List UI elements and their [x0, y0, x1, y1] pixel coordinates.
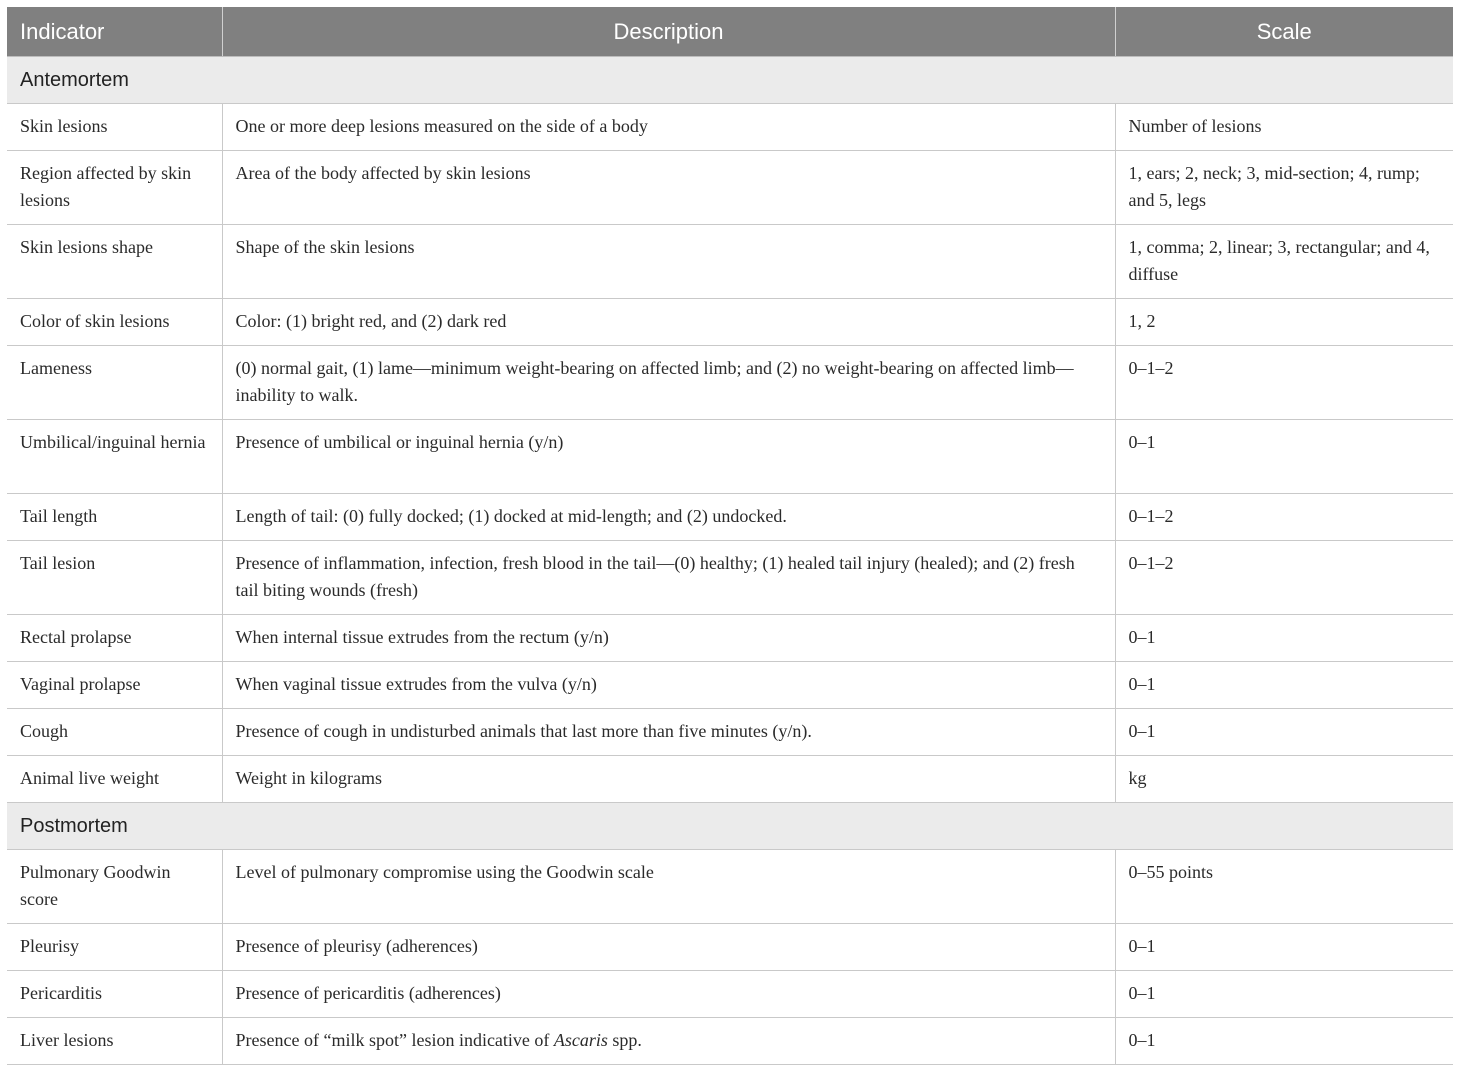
header-description: Description: [222, 7, 1115, 57]
cell-description: Presence of pericarditis (adherences): [222, 971, 1115, 1018]
cell-scale: 0–1: [1115, 420, 1453, 494]
table-row: [7, 494, 1453, 541]
table-row: [7, 615, 1453, 662]
table-row: [7, 850, 1453, 924]
cell-scale: 0–1: [1115, 1018, 1453, 1065]
cell-scale: 0–1: [1115, 924, 1453, 971]
cell-description: Area of the body affected by skin lesions: [222, 151, 1115, 225]
cell-indicator: Pleurisy: [7, 924, 222, 971]
description-text-pre: Presence of “milk spot” lesion indicative of: [235, 1030, 554, 1050]
cell-description: Weight in kilograms: [222, 756, 1115, 803]
section-row-antemortem: [7, 57, 1453, 104]
table-row: [7, 756, 1453, 803]
header-indicator: Indicator: [7, 7, 222, 57]
cell-description: Level of pulmonary compromise using the Goodwin scale: [222, 850, 1115, 924]
cell-description: Length of tail: (0) fully docked; (1) docked at mid-length; and (2) undocked.: [222, 494, 1115, 541]
cell-description: Color: (1) bright red, and (2) dark red: [222, 299, 1115, 346]
cell-scale: kg: [1115, 756, 1453, 803]
section-title: Postmortem: [7, 803, 1453, 850]
cell-indicator: Vaginal prolapse: [7, 662, 222, 709]
table-row: [7, 541, 1453, 615]
indicator-table: [7, 7, 1453, 1065]
cell-indicator: Cough: [7, 709, 222, 756]
indicator-table-container: [7, 7, 1453, 1065]
cell-scale: 0–1–2: [1115, 541, 1453, 615]
table-row: [7, 346, 1453, 420]
cell-description: Presence of inflammation, infection, fresh blood in the tail—(0) healthy; (1) healed tail injury (healed); and (2) fresh tail biting wounds (fresh): [222, 541, 1115, 615]
section-title: Antemortem: [7, 57, 1453, 104]
cell-description: Presence of pleurisy (adherences): [222, 924, 1115, 971]
cell-description: When internal tissue extrudes from the rectum (y/n): [222, 615, 1115, 662]
cell-description: One or more deep lesions measured on the side of a body: [222, 104, 1115, 151]
header-scale: Scale: [1115, 7, 1453, 57]
cell-indicator: Color of skin lesions: [7, 299, 222, 346]
table-row: [7, 1018, 1453, 1065]
cell-indicator: Skin lesions shape: [7, 225, 222, 299]
cell-indicator: Region affected by skin lesions: [7, 151, 222, 225]
cell-description: Presence of cough in undisturbed animals that last more than five minutes (y/n).: [222, 709, 1115, 756]
cell-scale: 1, 2: [1115, 299, 1453, 346]
cell-scale: 0–1: [1115, 971, 1453, 1018]
cell-indicator: Tail length: [7, 494, 222, 541]
cell-description: [222, 1018, 1115, 1065]
cell-scale: 0–55 points: [1115, 850, 1453, 924]
cell-description: Shape of the skin lesions: [222, 225, 1115, 299]
cell-indicator: Tail lesion: [7, 541, 222, 615]
cell-indicator: Umbilical/inguinal hernia: [7, 420, 222, 494]
table-row: [7, 225, 1453, 299]
cell-scale: 1, ears; 2, neck; 3, mid-section; 4, rump; and 5, legs: [1115, 151, 1453, 225]
cell-description: (0) normal gait, (1) lame—minimum weight-bearing on affected limb; and (2) no weight-bearing on affected limb—inability to walk.: [222, 346, 1115, 420]
table-row: [7, 104, 1453, 151]
table-row: [7, 971, 1453, 1018]
table-row: [7, 709, 1453, 756]
table-row: [7, 420, 1453, 494]
header-row: [7, 7, 1453, 57]
table-row: [7, 662, 1453, 709]
cell-indicator: Rectal prolapse: [7, 615, 222, 662]
cell-indicator: Skin lesions: [7, 104, 222, 151]
cell-indicator: Animal live weight: [7, 756, 222, 803]
cell-scale: 0–1: [1115, 662, 1453, 709]
cell-scale: 1, comma; 2, linear; 3, rectangular; and 4, diffuse: [1115, 225, 1453, 299]
table-row: [7, 299, 1453, 346]
cell-scale: Number of lesions: [1115, 104, 1453, 151]
cell-description: When vaginal tissue extrudes from the vulva (y/n): [222, 662, 1115, 709]
description-text-post: spp.: [607, 1030, 642, 1050]
cell-scale: 0–1–2: [1115, 494, 1453, 541]
cell-description: Presence of umbilical or inguinal hernia (y/n): [222, 420, 1115, 494]
cell-scale: 0–1: [1115, 615, 1453, 662]
table-row: [7, 151, 1453, 225]
cell-scale: 0–1: [1115, 709, 1453, 756]
table-row: [7, 924, 1453, 971]
cell-indicator: Liver lesions: [7, 1018, 222, 1065]
cell-indicator: Lameness: [7, 346, 222, 420]
section-row-postmortem: [7, 803, 1453, 850]
description-text-italic: Ascaris: [553, 1030, 608, 1050]
cell-scale: 0–1–2: [1115, 346, 1453, 420]
cell-indicator: Pulmonary Goodwin score: [7, 850, 222, 924]
cell-indicator: Pericarditis: [7, 971, 222, 1018]
